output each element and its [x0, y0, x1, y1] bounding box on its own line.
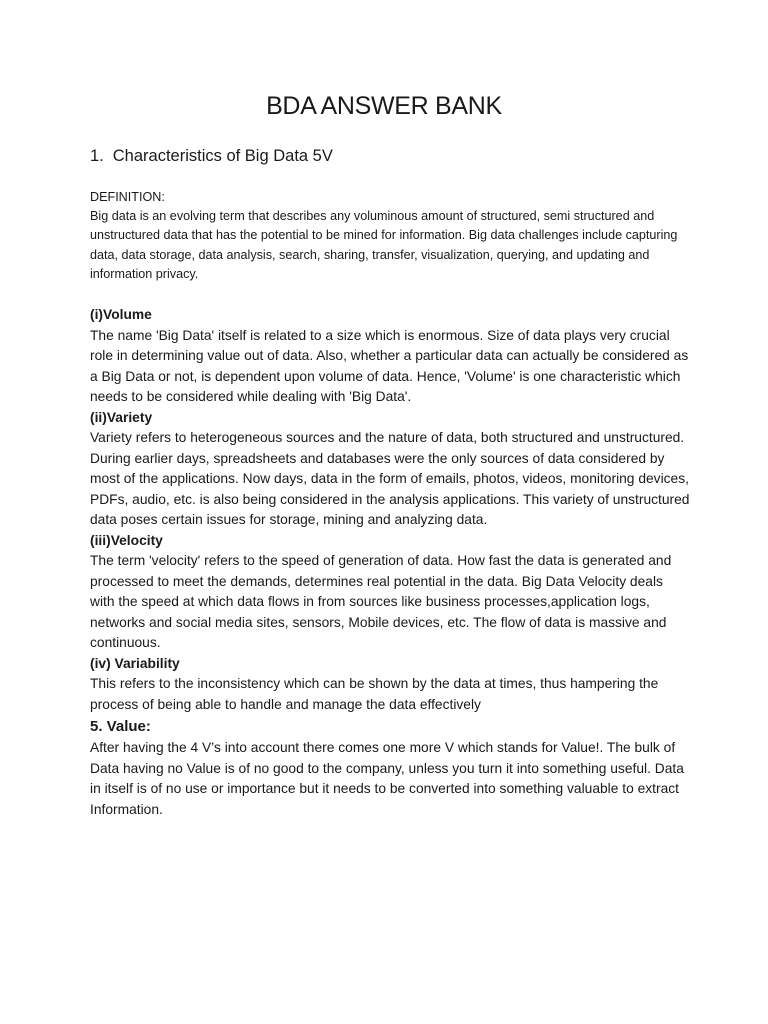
section-heading-volume: (i)Volume [90, 307, 152, 322]
section-heading-variability: (iv) Variability [90, 655, 180, 671]
characteristics-list [90, 305, 690, 820]
section-text-variability: This refers to the inconsistency which can be shown by the data at times, thus hampering the process of being able to handle and manage the data effectively [90, 676, 659, 712]
section-text-velocity: The term 'velocity' refers to the speed of generation of data. How fast the data is generated and processed to meet the demands, determines real potential in the data. Big Data Velocity deals with the speed at which data flows in from sources like business processes,application logs, networks and social media sites, sensors, Mobile devices, etc. The flow of data is massive and continuous. [90, 553, 672, 650]
definition-label: DEFINITION: [90, 190, 165, 204]
section-heading-variety: (ii)Variety [90, 409, 153, 425]
section-heading-velocity: (iii)Velocity [90, 532, 163, 548]
question-text: Characteristics of Big Data 5V [112, 147, 333, 165]
section-heading-value: 5. Value: [90, 718, 151, 735]
page-title: BDA ANSWER BANK [266, 92, 502, 120]
definition-text: Big data is an evolving term that describes any voluminous amount of structured, semi structured and unstructured data that has the potential to be mined for information. Big data challenges include capturing data, data storage, data analysis, search, sharing, transfer, visualization, querying, and updating and information privacy. [90, 209, 678, 281]
definition-block [90, 188, 690, 284]
section-text-value: After having the 4 V’s into account there comes one more V which stands for Value!. The bulk of Data having no Value is of no good to the company, unless you turn it into something useful. Data in itself is of no use or importance but it needs to be converted into something valuable to extract Information. [90, 740, 684, 817]
section-text-volume: The name 'Big Data' itself is related to a size which is enormous. Size of data plays very crucial role in determining value out of data. Also, whether a particular data can actually be considered as a Big Data or not, is dependent upon volume of data. Hence, 'Volume' is one characteristic which needs to be considered while dealing with 'Big Data'. [90, 327, 689, 404]
section-text-variety: Variety refers to heterogeneous sources and the nature of data, both structured and unstructured. During earlier days, spreadsheets and databases were the only sources of data considered by most of the applications. Now days, data in the form of emails, photos, videos, monitoring devices, PDFs, audio, etc. is also being considered in the analysis applications. This variety of unstructured data poses certain issues for storage, mining and analyzing data. [90, 430, 690, 527]
question-number: 1. [90, 147, 104, 165]
question-heading [90, 147, 333, 166]
